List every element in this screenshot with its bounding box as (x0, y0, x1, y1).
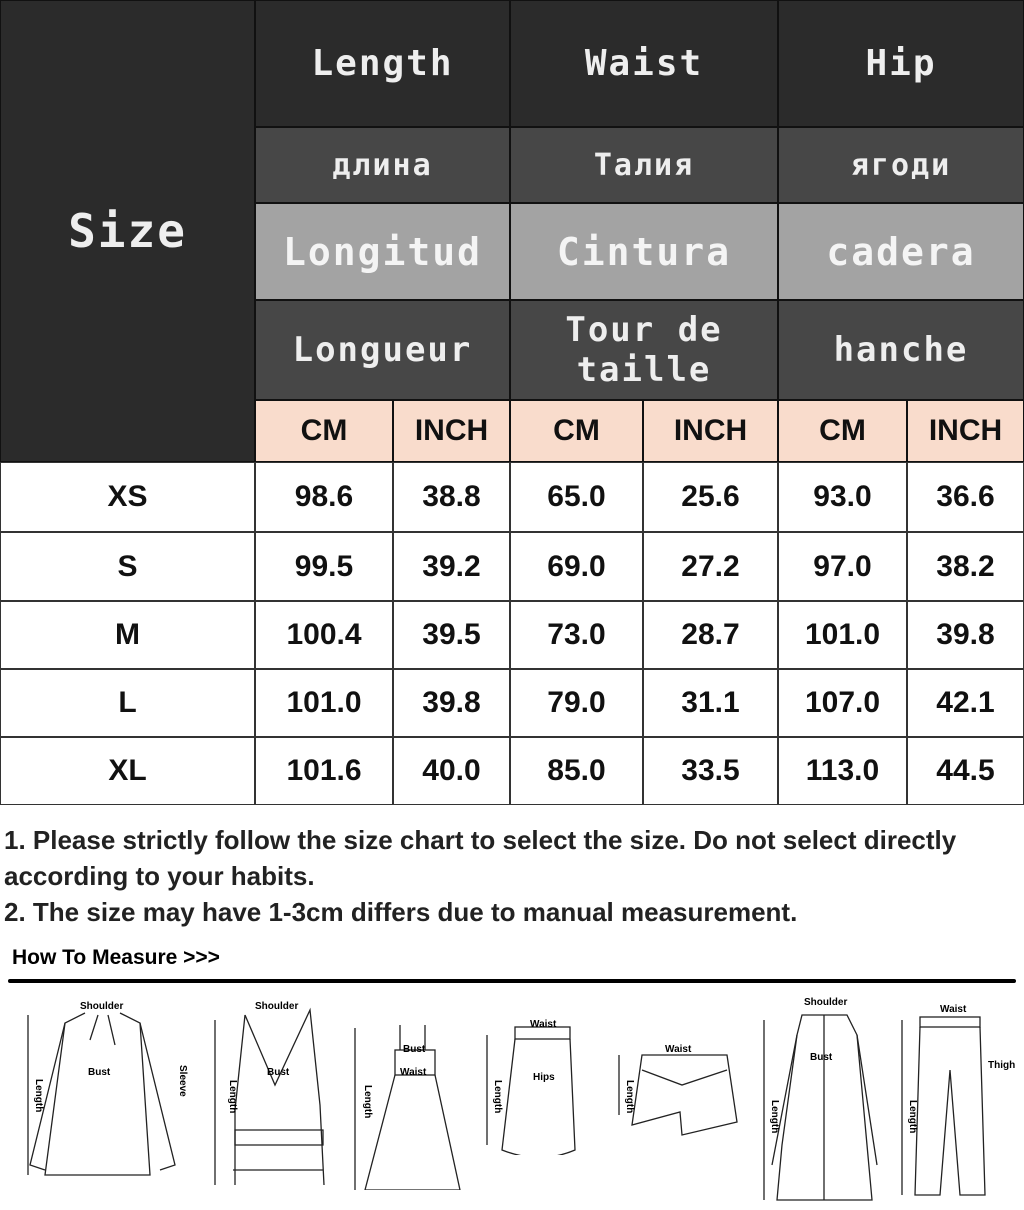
unit-header: INCH (907, 400, 1024, 462)
svg-text:Length: Length (907, 1100, 918, 1134)
value-cell: 69.0 (510, 532, 643, 601)
svg-text:Bust: Bust (403, 1044, 426, 1055)
column-header-es: Longitud (255, 203, 510, 300)
value-cell: 113.0 (778, 737, 907, 805)
unit-header: CM (255, 400, 393, 462)
value-cell: 38.8 (393, 462, 510, 532)
svg-text:Length: Length (492, 1080, 503, 1114)
svg-text:Waist: Waist (400, 1067, 427, 1078)
value-cell: 101.6 (255, 737, 393, 805)
value-cell: 98.6 (255, 462, 393, 532)
svg-text:Bust: Bust (810, 1052, 833, 1063)
svg-text:Length: Length (227, 1080, 238, 1114)
value-cell: 36.6 (907, 462, 1024, 532)
svg-text:Bust: Bust (88, 1067, 111, 1078)
tank-top-diagram (205, 995, 335, 1190)
svg-text:Shoulder: Shoulder (80, 1001, 124, 1012)
column-header-en: Hip (778, 0, 1024, 127)
coat-diagram (752, 995, 882, 1210)
svg-text:Thigh: Thigh (988, 1060, 1016, 1071)
svg-text:Bust: Bust (267, 1067, 290, 1078)
value-cell: 27.2 (643, 532, 778, 601)
note-2: 2. The size may have 1-3cm differs due to manual measurement. (4, 897, 798, 927)
value-cell: 39.8 (393, 669, 510, 737)
unit-header: INCH (393, 400, 510, 462)
value-cell: 97.0 (778, 532, 907, 601)
value-cell: 79.0 (510, 669, 643, 737)
value-cell: 100.4 (255, 601, 393, 669)
svg-text:Waist: Waist (665, 1044, 692, 1055)
notes (4, 822, 1014, 930)
svg-text:Length: Length (33, 1079, 44, 1113)
dress-diagram (345, 1020, 475, 1195)
skirt-diagram (475, 1015, 595, 1160)
value-cell: 39.8 (907, 601, 1024, 669)
value-cell: 107.0 (778, 669, 907, 737)
svg-text:Length: Length (769, 1100, 780, 1134)
how-to-measure-heading: How To Measure >>> (12, 946, 220, 969)
note-1: 1. Please strictly follow the size chart to select the size. Do not select directly according to your habits. (4, 825, 957, 891)
column-header-fr: Longueur (255, 300, 510, 400)
column-header-fr: hanche (778, 300, 1024, 400)
svg-text:Length: Length (624, 1080, 635, 1114)
column-header-es: cadera (778, 203, 1024, 300)
value-cell: 40.0 (393, 737, 510, 805)
divider (8, 979, 1016, 983)
unit-header: CM (778, 400, 907, 462)
size-header: Size (0, 0, 255, 462)
column-header-fr: Tour de taille (510, 300, 778, 400)
value-cell: 25.6 (643, 462, 778, 532)
value-cell: 73.0 (510, 601, 643, 669)
value-cell: 101.0 (255, 669, 393, 737)
size-cell: M (0, 601, 255, 669)
svg-text:Shoulder: Shoulder (804, 997, 848, 1008)
value-cell: 39.2 (393, 532, 510, 601)
column-header-es: Cintura (510, 203, 778, 300)
value-cell: 39.5 (393, 601, 510, 669)
pants-diagram (890, 995, 1020, 1210)
column-header-en: Waist (510, 0, 778, 127)
column-header-ru: длина (255, 127, 510, 203)
svg-text:Shoulder: Shoulder (255, 1001, 299, 1012)
unit-header: CM (510, 400, 643, 462)
value-cell: 65.0 (510, 462, 643, 532)
value-cell: 33.5 (643, 737, 778, 805)
unit-header: INCH (643, 400, 778, 462)
column-header-ru: ягоди (778, 127, 1024, 203)
value-cell: 93.0 (778, 462, 907, 532)
column-header-ru: Талия (510, 127, 778, 203)
value-cell: 31.1 (643, 669, 778, 737)
svg-text:Waist: Waist (530, 1019, 557, 1030)
shorts-diagram (607, 1040, 742, 1145)
value-cell: 28.7 (643, 601, 778, 669)
value-cell: 38.2 (907, 532, 1024, 601)
size-cell: XL (0, 737, 255, 805)
column-header-en: Length (255, 0, 510, 127)
blouse-diagram (10, 995, 200, 1190)
value-cell: 85.0 (510, 737, 643, 805)
value-cell: 44.5 (907, 737, 1024, 805)
size-cell: L (0, 669, 255, 737)
size-cell: XS (0, 462, 255, 532)
svg-text:Sleeve: Sleeve (177, 1065, 188, 1097)
value-cell: 99.5 (255, 532, 393, 601)
size-cell: S (0, 532, 255, 601)
svg-text:Hips: Hips (533, 1072, 555, 1083)
svg-text:Waist: Waist (940, 1004, 967, 1015)
value-cell: 42.1 (907, 669, 1024, 737)
value-cell: 101.0 (778, 601, 907, 669)
svg-text:Length: Length (362, 1085, 373, 1119)
